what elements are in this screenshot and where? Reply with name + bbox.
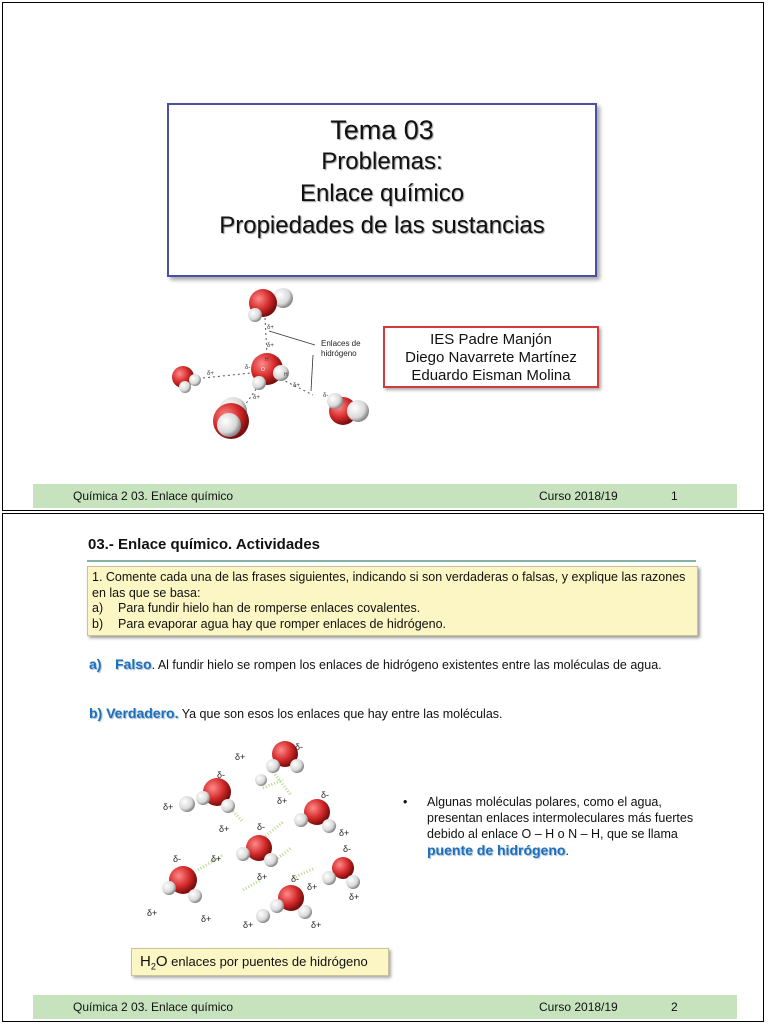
svg-text:δ-: δ- xyxy=(217,770,226,780)
slide-2 xyxy=(2,513,764,1022)
svg-text:δ+: δ+ xyxy=(267,325,274,331)
svg-text:δ+: δ+ xyxy=(339,828,350,838)
svg-text:δ-: δ- xyxy=(173,854,182,864)
svg-text:δ+: δ+ xyxy=(219,824,230,834)
answer-b-verdict: b) Verdadero. xyxy=(89,705,179,721)
school-name: IES Padre Manjón xyxy=(430,331,552,348)
svg-text:δ+: δ+ xyxy=(293,383,300,389)
svg-text:δ+: δ+ xyxy=(211,854,222,864)
hydrogen-bond-note xyxy=(403,794,703,859)
question-intro: 1. Comente cada una de las frases siguientes, indicando si son verdaderas o falsas, y explique las razones en las que se basa: xyxy=(92,570,686,600)
svg-text:δ+: δ+ xyxy=(307,882,318,892)
bullet-mark: • xyxy=(403,795,408,809)
question-item-text: Para fundir hielo han de romperse enlaces covalentes. xyxy=(118,601,421,615)
title-divider xyxy=(87,560,696,562)
subtitle-line-3: Propiedades de las sustancias xyxy=(219,212,545,239)
caption-h: H xyxy=(140,953,151,970)
bullet-content xyxy=(427,794,703,859)
caption-o: O xyxy=(155,953,168,970)
question-item xyxy=(92,601,693,617)
answer-a xyxy=(89,656,689,673)
svg-text:δ+: δ+ xyxy=(253,395,260,401)
slide-footer xyxy=(33,484,737,508)
footer-page-number: 2 xyxy=(671,1000,678,1014)
figure-caption xyxy=(131,948,389,976)
svg-text:H: H xyxy=(265,357,269,363)
footer-course: Curso 2018/19 xyxy=(539,489,618,503)
bullet-highlight: puente de hidrógeno xyxy=(427,842,566,858)
svg-text:δ+: δ+ xyxy=(147,908,158,918)
svg-text:δ+: δ+ xyxy=(349,892,360,902)
footer-page-number: 1 xyxy=(671,489,678,503)
slide-1 xyxy=(2,2,764,511)
svg-text:δ+: δ+ xyxy=(207,371,214,377)
svg-text:δ+: δ+ xyxy=(267,343,274,349)
svg-text:δ+: δ+ xyxy=(277,796,288,806)
bullet-text: Algunas moléculas polares, como el agua, presentan enlaces intermoleculares más fuertes debido al enlace O – H o N – H, que se llama xyxy=(427,795,694,841)
svg-text:δ-: δ- xyxy=(321,790,330,800)
answer-a-text: . Al fundir hielo se rompen los enlaces de hidrógeno existentes entre las moléculas de agua. xyxy=(151,658,662,672)
svg-text:δ+: δ+ xyxy=(201,914,212,924)
answer-b xyxy=(89,705,689,722)
slide-footer xyxy=(33,995,737,1019)
svg-text:δ-: δ- xyxy=(323,393,329,399)
answer-b-text: Ya que son esos los enlaces que hay entre las moléculas. xyxy=(178,707,503,721)
subtitle-line-1: Problemas: xyxy=(321,148,443,175)
svg-text:δ+: δ+ xyxy=(163,802,174,812)
svg-text:δ-: δ- xyxy=(295,742,304,752)
caption-text: enlaces por puentes de hidrógeno xyxy=(167,954,368,969)
answer-a-verdict: Falso xyxy=(115,656,152,672)
slide-title: 03.- Enlace químico. Actividades xyxy=(88,536,321,553)
footer-subject: Química 2 03. Enlace químico xyxy=(73,489,234,503)
question-item xyxy=(92,617,693,633)
question-item-text: Para evaporar agua hay que romper enlaces de hidrógeno. xyxy=(118,616,446,631)
svg-text:δ+: δ+ xyxy=(311,920,322,930)
title-box xyxy=(167,103,597,277)
question-item-letter: a) xyxy=(92,601,104,615)
footer-course: Curso 2018/19 xyxy=(539,1000,618,1014)
svg-text:δ-: δ- xyxy=(257,822,266,832)
bullet-end: . xyxy=(565,844,569,858)
subtitle-line-2: Enlace químico xyxy=(299,180,465,207)
svg-text:δ+: δ+ xyxy=(257,872,268,882)
svg-text:δ-: δ- xyxy=(245,365,251,371)
slide-title: Tema 03 xyxy=(330,115,434,145)
svg-text:δ-: δ- xyxy=(291,874,300,884)
svg-text:Enlaces de: Enlaces de xyxy=(321,339,361,348)
answer-a-letter: a) xyxy=(89,656,102,672)
footer-subject: Química 2 03. Enlace químico xyxy=(73,1000,234,1014)
water-hydrogen-bond-figure xyxy=(163,283,383,443)
caption-subscript: 2 xyxy=(150,961,156,972)
author-2: Eduardo Eisman Molina xyxy=(411,367,571,384)
svg-text:O: O xyxy=(261,367,265,373)
author-1: Diego Navarrete Martínez xyxy=(405,349,577,366)
question-box xyxy=(87,566,698,636)
authors-box xyxy=(383,326,599,388)
question-item-letter: b) xyxy=(92,616,104,631)
svg-text:δ+: δ+ xyxy=(235,752,246,762)
svg-text:δ+: δ+ xyxy=(243,920,254,930)
svg-text:δ-: δ- xyxy=(343,844,352,854)
svg-text:H: H xyxy=(284,372,288,378)
hydrogen-bond-network-figure xyxy=(143,740,373,930)
svg-text:hidrógeno: hidrógeno xyxy=(321,349,357,358)
